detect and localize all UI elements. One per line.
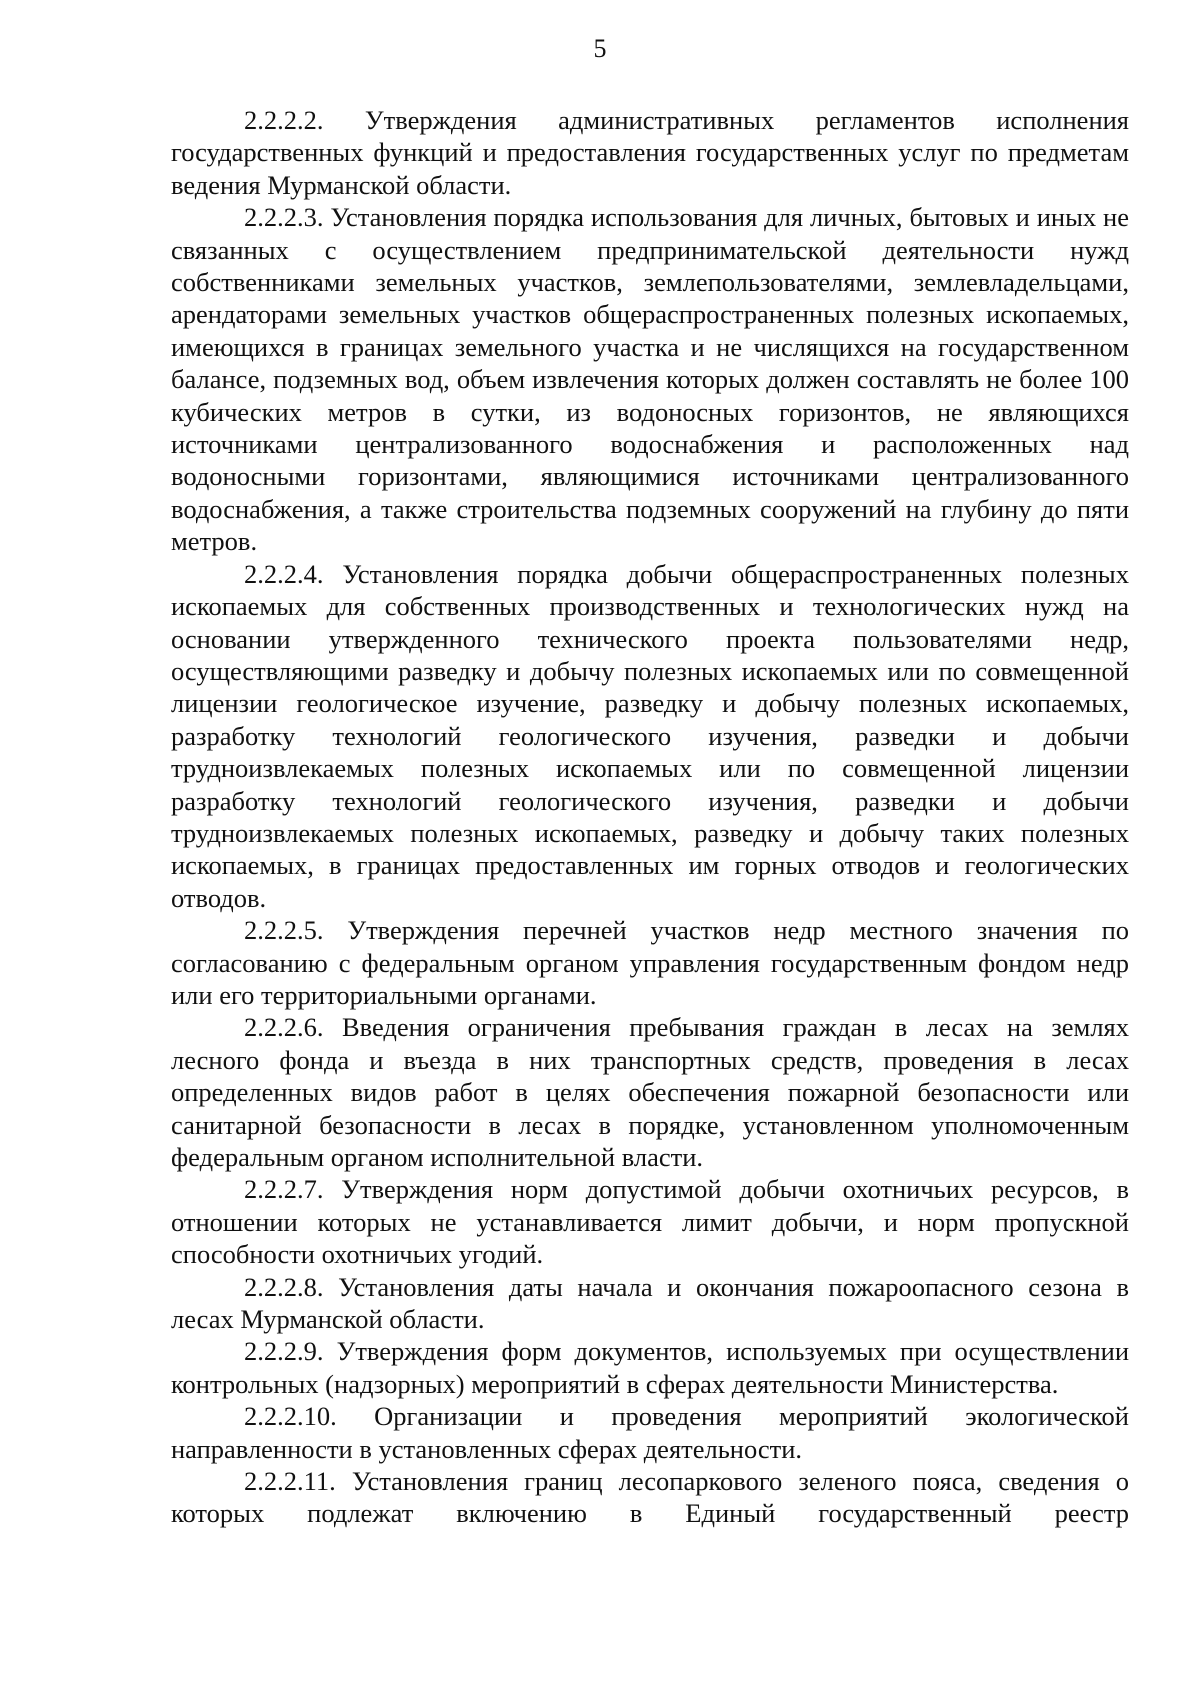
- document-body: [171, 104, 1129, 1530]
- paragraph-2-2-2-10: 2.2.2.10. Организации и проведения мероприятий экологической направленности в установленных сферах деятельности.: [171, 1401, 1129, 1464]
- paragraph-2-2-2-3: 2.2.2.3. Установления порядка использования для личных, бытовых и иных не связанных с осуществлением предпринимательской деятельности нужд собственниками земельных участков, землепользователями, землевладельцами, арендаторами земельных участков общераспространенных полезных ископаемых, имеющихся в границах земельного участка и не числящихся на государственном балансе, подземных вод, объем извлечения которых должен составлять не более 100 кубических метров в сутки, из водоносных горизонтов, не являющихся источниками централизованного водоснабжения и расположенных над водоносными горизонтами, являющимися источниками централизованного водоснабжения, а также строительства подземных сооружений на глубину до пяти метров.: [171, 202, 1129, 557]
- paragraph-2-2-2-8: 2.2.2.8. Установления даты начала и окончания пожароопасного сезона в лесах Мурманской области.: [171, 1271, 1129, 1335]
- paragraph-2-2-2-2: 2.2.2.2. Утверждения административных регламентов исполнения государственных функций и предоставления государственных услуг по предметам ведения Мурманской области.: [171, 105, 1129, 200]
- paragraph-2-2-2-4: 2.2.2.4. Установления порядка добычи общераспространенных полезных ископаемых для собственных производственных и технологических нужд на основании утвержденного технического проекта пользователями недр, осуществляющими разведку и добычу полезных ископаемых или по совмещенной лицензии геологическое изучение, разведку и добычу полезных ископаемых, разработку технологий геологического изучения, разведки и добычи трудноизвлекаемых полезных ископаемых или по совмещенной лицензии разработку технологий геологического изучения, разведки и добычи трудноизвлекаемых полезных ископаемых, разведку и добычу таких полезных ископаемых, в границах предоставленных им горных отводов и геологических отводов.: [171, 558, 1129, 913]
- paragraph-2-2-2-11: 2.2.2.11. Установления границ лесопаркового зеленого пояса, сведения о которых подлежат включению в Единый государственный реестр: [171, 1466, 1129, 1529]
- paragraph-2-2-2-6: 2.2.2.6. Введения ограничения пребывания граждан в лесах на землях лесного фонда и въезда в них транспортных средств, проведения в лесах определенных видов работ в целях обеспечения пожарной безопасности или санитарной безопасности в лесах в порядке, установленном уполномоченным федеральным органом исполнительной власти.: [171, 1012, 1129, 1172]
- paragraph-2-2-2-9: 2.2.2.9. Утверждения форм документов, используемых при осуществлении контрольных (надзорных) мероприятий в сферах деятельности Министерства.: [171, 1336, 1129, 1399]
- page-number: 5: [593, 34, 607, 63]
- paragraph-2-2-2-5: 2.2.2.5. Утверждения перечней участков недр местного значения по согласованию с федеральным органом управления государственным фондом недр или его территориальными органами.: [171, 915, 1129, 1010]
- paragraph-2-2-2-7: 2.2.2.7. Утверждения норм допустимой добычи охотничьих ресурсов, в отношении которых не устанавливается лимит добычи, и норм пропускной способности охотничьих угодий.: [171, 1174, 1129, 1270]
